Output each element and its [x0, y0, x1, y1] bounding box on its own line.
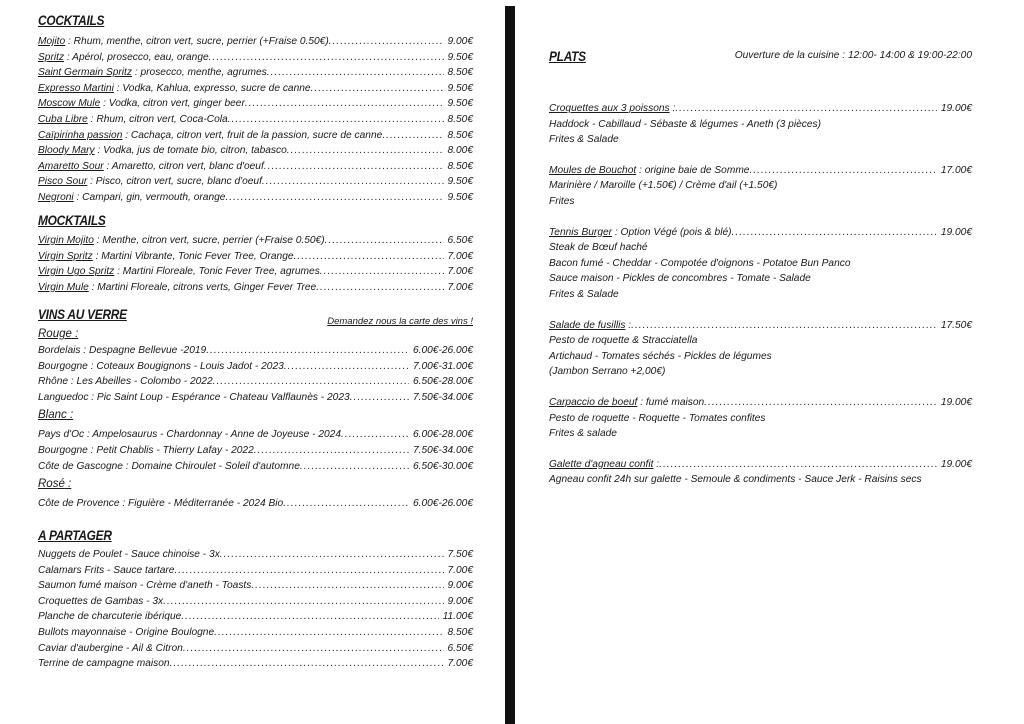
item-price: 7.50€	[447, 549, 473, 560]
dish	[549, 457, 972, 488]
item-description: Croquettes de Gambas - 3x	[38, 595, 164, 607]
menu-item	[38, 609, 473, 625]
menu-item	[38, 656, 473, 672]
menu-item	[38, 280, 473, 296]
dish	[549, 163, 972, 210]
menu-item	[549, 101, 972, 117]
kitchen-hours: Ouverture de la cuisine : 12:00- 14:00 & 19:00-22:00	[734, 50, 972, 61]
sharing-section	[38, 527, 473, 672]
item-description: : Apérol, prosecco, eau, orange	[64, 51, 209, 63]
item-name: Virgin Ugo Spritz	[38, 266, 115, 278]
menu-item	[549, 457, 972, 473]
dot-leader	[320, 264, 444, 280]
dot-leader	[382, 128, 443, 144]
item-price: 7.00€-31.00€	[412, 360, 473, 372]
menu-item	[38, 65, 473, 81]
item-text	[38, 578, 251, 594]
item-description: Pays d'Oc : Ampelosaurus - Chardonnay - Anne de Joyeuse - 2024	[38, 429, 342, 441]
dot-leader	[264, 159, 444, 175]
item-description: Côte de Gascogne : Domaine Chiroulet - Soleil d'automne	[38, 460, 300, 472]
item-text	[38, 390, 350, 406]
dot-leader	[749, 163, 936, 179]
dish-detail: Pesto de roquette & Stracciatella	[549, 335, 698, 347]
item-description: : Option Végé (pois & blé)	[612, 226, 732, 238]
dish	[549, 101, 972, 148]
item-name: Expresso Martini	[38, 82, 114, 94]
item-description: : Vodka, jus de tomate bio, citron, tabasco	[94, 145, 287, 157]
item-list	[38, 547, 473, 672]
dot-leader	[704, 395, 937, 411]
item-name: Caïpirinha passion	[38, 129, 123, 141]
item-price: 6.00€-28.00€	[412, 429, 473, 441]
item-name: Galette d'agneau confit	[549, 458, 654, 470]
dot-leader	[732, 225, 937, 241]
item-text	[549, 101, 675, 117]
item-price: 9.00€	[447, 580, 473, 592]
menu-item	[38, 143, 473, 159]
item-description: Calamars Frits - Sauce tartare	[38, 564, 175, 576]
item-description: : Cachaça, citron vert, fruit de la passion, sucre de canne	[122, 129, 383, 141]
dot-leader	[283, 496, 409, 512]
dot-leader	[267, 65, 444, 81]
item-description: Planche de charcuterie ibérique	[38, 611, 182, 623]
dot-leader	[300, 459, 409, 475]
dot-leader	[170, 656, 444, 672]
item-price: 19.00€	[940, 458, 972, 470]
item-price: 8.50€	[447, 129, 473, 141]
item-price: 7.50€-34.00€	[412, 391, 473, 403]
item-text	[38, 249, 294, 265]
item-name: Croquettes aux 3 poissons	[549, 103, 670, 114]
item-text	[38, 359, 284, 375]
menu-item	[38, 641, 473, 657]
item-text	[549, 163, 749, 179]
dish-detail: Pesto de roquette - Roquette - Tomates confites	[549, 412, 766, 424]
item-price: 7.00€	[447, 281, 473, 293]
mocktails-section	[38, 212, 473, 295]
item-text	[38, 233, 325, 249]
menu-item	[38, 343, 473, 359]
item-price: 17.00€	[940, 164, 972, 176]
item-price: 9.50€	[447, 176, 473, 188]
menu-item	[38, 390, 473, 406]
wine-color-label	[38, 476, 473, 493]
item-description: :	[625, 319, 632, 331]
dot-leader	[659, 457, 937, 473]
dot-leader	[214, 625, 443, 641]
item-text	[38, 563, 174, 579]
item-text	[38, 625, 214, 641]
item-text	[38, 496, 283, 512]
item-name: Virgin Mule	[38, 281, 89, 293]
dot-leader	[329, 34, 444, 50]
menu-item	[38, 112, 473, 128]
item-price: 11.00€	[442, 611, 473, 623]
item-name: Salade de fusillis	[549, 319, 626, 331]
section-title: PLATS	[549, 48, 586, 64]
item-text	[38, 174, 262, 190]
item-name: Virgin Spritz	[38, 250, 93, 262]
item-price: 8.50€	[447, 626, 473, 638]
menu-item	[38, 594, 473, 610]
section-title: COCKTAILS	[38, 12, 105, 28]
item-name: Pisco Sour	[38, 176, 88, 188]
dot-leader	[251, 578, 443, 594]
item-price: 9.50€	[447, 98, 473, 110]
item-description: Terrine de campagne maison	[38, 658, 170, 670]
item-description: Bourgogne : Petit Chablis - Thierry Lafay - 2022	[38, 444, 254, 456]
item-description: Caviar d'aubergine - Ail & Citron	[38, 642, 183, 654]
dish	[549, 395, 972, 442]
item-description: : Vodka, citron vert, ginger beer	[100, 98, 245, 110]
item-price: 6.50€-30.00€	[412, 460, 473, 472]
dot-leader	[206, 343, 409, 359]
menu-item	[38, 625, 473, 641]
wine-list	[38, 496, 473, 512]
item-price: 7.00€	[447, 266, 473, 278]
menu-item	[38, 359, 473, 375]
item-name: Saint Germain Spritz	[38, 67, 132, 79]
item-description: : fumé maison	[637, 396, 705, 408]
menu-item	[38, 427, 473, 443]
item-text	[38, 594, 163, 610]
item-text	[38, 190, 225, 206]
dot-leader	[209, 50, 444, 66]
item-description: : Vodka, Kahlua, expresso, sucre de canne	[113, 82, 311, 94]
item-text	[38, 128, 382, 144]
section-title: A PARTAGER	[38, 527, 112, 543]
wine-color-name: Blanc	[38, 409, 67, 422]
item-text	[38, 547, 220, 563]
section-title: MOCKTAILS	[38, 212, 106, 228]
menu-item	[38, 459, 473, 475]
item-description: Bordelais : Despagne Bellevue -2019	[38, 345, 207, 356]
item-text	[549, 457, 659, 473]
wine-color-colon: :	[64, 478, 72, 491]
item-name: Virgin Mojito	[38, 235, 94, 246]
wine-color-name: Rosé	[38, 478, 65, 491]
item-price: 6.50€-28.00€	[412, 376, 473, 388]
item-description: : Pisco, citron vert, sucre, blanc d'oeuf	[87, 176, 262, 188]
plats-list	[549, 101, 972, 488]
item-price: 6.50€	[447, 235, 473, 246]
item-description: Languedoc : Pic Saint Loup - Espérance - Chateau Valflaunès - 2023	[38, 391, 350, 403]
wines-section	[38, 306, 473, 512]
section-title: VINS AU VERRE	[38, 306, 127, 322]
item-price: 9.00€	[447, 36, 473, 47]
dish-detail: (Jambon Serrano +2,00€)	[549, 366, 666, 378]
item-text	[38, 343, 206, 359]
item-description: : Martini Floreale, Tonic Fever Tree, agrumes	[114, 266, 320, 278]
item-price: 6.50€	[447, 642, 473, 654]
dot-leader	[294, 249, 444, 265]
item-price: 8.00€	[447, 145, 473, 157]
menu-item	[549, 395, 972, 411]
dot-leader	[181, 609, 438, 625]
item-text	[38, 34, 329, 50]
menu-item	[38, 249, 473, 265]
dot-leader	[284, 359, 409, 375]
item-description: Côte de Provence : Figuière - Méditerranée - 2024 Bio	[38, 498, 284, 510]
item-name: Moules de Bouchot	[549, 164, 637, 176]
dot-leader	[311, 81, 444, 97]
wine-color-colon: :	[66, 409, 74, 422]
plats-section	[549, 48, 972, 503]
dish-detail: Marinière / Maroille (+1.50€) / Crème d'ail (+1.50€)	[549, 180, 778, 192]
menu-item	[549, 225, 972, 241]
item-price: 19.00€	[940, 396, 972, 408]
menu-item	[38, 174, 473, 190]
menu-item	[38, 563, 473, 579]
item-price: 7.00€	[447, 658, 473, 670]
dot-leader	[245, 96, 444, 112]
item-text	[38, 374, 213, 390]
item-description: : Martini Floreale, citrons verts, Ginger Fever Tree	[88, 281, 317, 293]
menu-item	[38, 50, 473, 66]
item-name: Amaretto Sour	[38, 160, 104, 172]
wine-color-label	[38, 407, 473, 424]
item-name: Bloody Mary	[38, 145, 95, 157]
item-text	[38, 459, 300, 475]
item-description: : Rhum, citron vert, Coca-Cola	[87, 113, 228, 125]
item-name: Mojito	[38, 36, 66, 47]
wine-color-colon: :	[71, 328, 79, 340]
dish-detail: Frites & Salade	[549, 134, 619, 146]
dot-leader	[174, 563, 443, 579]
item-text	[38, 264, 320, 280]
dot-leader	[341, 427, 409, 443]
item-text	[38, 427, 341, 443]
item-text	[38, 443, 254, 459]
dot-leader	[287, 143, 444, 159]
item-text	[38, 112, 228, 128]
item-list	[38, 233, 473, 295]
item-description: : origine baie de Somme	[636, 164, 750, 176]
menu-item	[38, 233, 473, 249]
item-price: 9.50€	[447, 191, 473, 203]
wine-list-note[interactable]: Demandez nous la carte des vins !	[327, 316, 473, 327]
menu-item	[38, 190, 473, 206]
item-text	[38, 609, 181, 625]
dot-leader	[220, 547, 444, 563]
dish-detail: Frites & salade	[549, 428, 617, 440]
item-text	[38, 656, 170, 672]
wine-color-label	[38, 326, 473, 343]
item-list	[38, 34, 473, 206]
item-text	[38, 143, 287, 159]
item-text	[549, 395, 704, 411]
item-price: 17.50€	[940, 319, 972, 331]
item-description: : prosecco, menthe, agrumes	[132, 67, 267, 79]
item-price: 6.00€-26.00€	[412, 345, 473, 356]
item-text	[549, 318, 631, 334]
menu-item	[38, 159, 473, 175]
menu-item	[38, 34, 473, 50]
item-description: Saumon fumé maison - Crème d'aneth - Toasts	[38, 580, 252, 592]
item-price: 19.00€	[940, 103, 972, 114]
item-text	[38, 641, 183, 657]
dot-leader	[228, 112, 444, 128]
dish-detail: Bacon fumé - Cheddar - Compotée d'oignons - Potatoe Bun Panco	[549, 257, 851, 269]
menu-item	[38, 547, 473, 563]
menu-item	[549, 163, 972, 179]
item-name: Tennis Burger	[549, 226, 613, 238]
item-description: :	[653, 458, 660, 470]
item-description: Nuggets de Poulet - Sauce chinoise - 3x	[38, 549, 220, 560]
cocktails-section	[38, 12, 473, 206]
item-name: Carpaccio de boeuf	[549, 396, 638, 408]
menu-item	[38, 578, 473, 594]
dish-detail: Sauce maison - Pickles de concombres - Tomate - Salade	[549, 273, 811, 285]
dish	[549, 318, 972, 380]
menu-item	[38, 96, 473, 112]
dish-detail: Artichaud - Tomates séchés - Pickles de légumes	[549, 350, 772, 362]
wine-groups	[38, 326, 473, 512]
item-text	[38, 50, 209, 66]
item-text	[549, 225, 732, 241]
dot-leader	[325, 233, 444, 249]
menu-item	[549, 318, 972, 334]
wine-list	[38, 343, 473, 405]
wine-color-name: Rouge	[38, 328, 72, 340]
item-name: Spritz	[38, 51, 65, 63]
item-description: : Rhum, menthe, citron vert, sucre, perrier (+Fraise 0.50€)	[65, 36, 329, 47]
item-price: 8.50€	[447, 67, 473, 79]
dish-detail: Frites	[549, 195, 575, 207]
dish-detail: Agneau confit 24h sur galette - Semoule & condiments - Sauce Jerk - Raisins secs	[549, 474, 922, 486]
dish-detail: Steak de Bœuf haché	[549, 242, 648, 254]
item-price: 8.50€	[447, 160, 473, 172]
dish-detail: Frites & Salade	[549, 288, 619, 300]
menu-item	[38, 81, 473, 97]
item-description: Rhône : Les Abeilles - Colombo - 2022	[38, 376, 213, 388]
item-name: Moscow Mule	[38, 98, 101, 110]
dot-leader	[163, 594, 443, 610]
item-price: 7.00€	[447, 250, 473, 262]
dish-detail: Haddock - Cabillaud - Sébaste & légumes - Aneth (3 pièces)	[549, 118, 821, 130]
menu-item	[38, 496, 473, 512]
item-text	[38, 280, 316, 296]
item-description: Bourgogne : Coteaux Bougignons - Louis Jadot - 2023	[38, 360, 284, 372]
menu-item	[38, 264, 473, 280]
dot-leader	[254, 443, 409, 459]
dot-leader	[631, 318, 937, 334]
item-name: Cuba Libre	[38, 113, 88, 125]
page-divider	[505, 6, 515, 724]
item-name: Negroni	[38, 191, 74, 203]
item-description: Bullots mayonnaise - Origine Boulogne	[38, 626, 215, 638]
item-description: :	[669, 103, 676, 114]
dot-leader	[225, 190, 443, 206]
item-price: 6.00€-26.00€	[412, 498, 473, 510]
item-description: : Martini Vibrante, Tonic Fever Tree, Orange	[92, 250, 294, 262]
item-price: 19.00€	[940, 226, 972, 238]
menu-item	[38, 128, 473, 144]
dot-leader	[675, 101, 937, 117]
item-text	[38, 159, 264, 175]
item-price: 8.50€	[447, 113, 473, 125]
menu-item	[38, 374, 473, 390]
item-description: : Amaretto, citron vert, blanc d'oeuf	[103, 160, 264, 172]
item-description: : Campari, gin, vermouth, orange	[73, 191, 226, 203]
item-description: : Menthe, citron vert, sucre, perrier (+Fraise 0.50€)	[93, 235, 325, 246]
item-text	[38, 96, 245, 112]
item-text	[38, 65, 267, 81]
wine-list	[38, 427, 473, 474]
dot-leader	[316, 280, 443, 296]
item-price: 9.00€	[447, 595, 473, 607]
dot-leader	[213, 374, 409, 390]
menu-item	[38, 443, 473, 459]
dot-leader	[350, 390, 409, 406]
dot-leader	[262, 174, 444, 190]
item-price: 9.50€	[447, 82, 473, 94]
item-price: 7.00€	[447, 564, 473, 576]
item-price: 9.50€	[447, 51, 473, 63]
dot-leader	[183, 641, 444, 657]
dish	[549, 225, 972, 303]
item-text	[38, 81, 311, 97]
item-price: 7.50€-34.00€	[412, 444, 473, 456]
